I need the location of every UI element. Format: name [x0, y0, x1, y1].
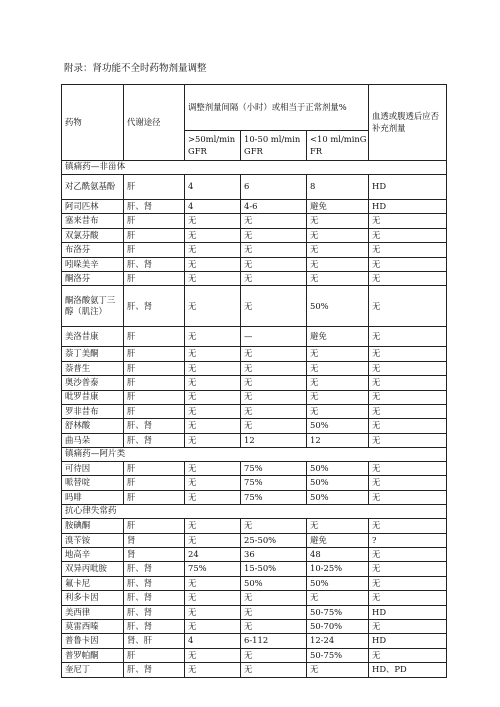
gfr-low-cell: 避免: [307, 533, 369, 547]
table-row: [62, 490, 447, 504]
gfr-high-cell: 无: [185, 462, 241, 476]
route-cell: 肝: [124, 361, 185, 375]
route-cell: 肝: [124, 390, 185, 404]
gfr-high-cell: 无: [185, 591, 241, 605]
dialysis-cell: 无: [369, 619, 447, 633]
table-row: [62, 562, 447, 576]
dialysis-cell: 无: [369, 376, 447, 390]
route-cell: 肾: [124, 533, 185, 547]
gfr-high-cell: 无: [185, 327, 241, 347]
dialysis-cell: 无: [369, 390, 447, 404]
gfr-high-cell: 无: [185, 576, 241, 590]
route-cell: 肝、肾: [124, 591, 185, 605]
gfr-low-cell: 无: [307, 257, 369, 271]
drug-cell: 溴苄铵: [62, 533, 124, 547]
route-cell: 肝: [124, 376, 185, 390]
gfr-low-cell: 50-70%: [307, 619, 369, 633]
drug-cell: 吡罗昔康: [62, 390, 124, 404]
drug-cell: 双异丙吡胺: [62, 562, 124, 576]
table-row: [62, 327, 447, 347]
route-cell: 肝、肾: [124, 200, 185, 214]
drug-cell: 普鲁卡因: [62, 634, 124, 648]
route-cell: 肝、肾: [124, 257, 185, 271]
gfr-low-cell: 50%: [307, 462, 369, 476]
table-row: [62, 576, 447, 590]
drug-cell: 美西律: [62, 605, 124, 619]
gfr-high-cell: 4: [185, 200, 241, 214]
gfr-high-cell: 4: [185, 175, 241, 200]
gfr-low-cell: 无: [307, 271, 369, 285]
table-row: [62, 347, 447, 361]
dialysis-cell: HD: [369, 200, 447, 214]
gfr-low-cell: 50%: [307, 476, 369, 490]
section-label: 镇痛药—非甾体: [62, 161, 447, 175]
route-cell: 肝、肾: [124, 286, 185, 327]
drug-cell: 美洛昔康: [62, 327, 124, 347]
gfr-low-cell: 无: [307, 228, 369, 242]
drug-cell: 莫雷西嗪: [62, 619, 124, 633]
dialysis-cell: HD: [369, 634, 447, 648]
dialysis-cell: 无: [369, 562, 447, 576]
table-section-row: [62, 505, 447, 519]
gfr-mid-cell: 无: [241, 648, 307, 662]
route-cell: 肝: [124, 214, 185, 228]
gfr-low-cell: 无: [307, 347, 369, 361]
table-row: [62, 243, 447, 257]
dialysis-cell: HD: [369, 605, 447, 619]
table-row: [62, 533, 447, 547]
gfr-low-cell: 50%: [307, 286, 369, 327]
drug-cell: 萘普生: [62, 361, 124, 375]
drug-cell: 双氯芬酸: [62, 228, 124, 242]
dialysis-cell: 无: [369, 576, 447, 590]
drug-cell: 利多卡因: [62, 591, 124, 605]
gfr-mid-cell: 无: [241, 619, 307, 633]
gfr-high-cell: 无: [185, 271, 241, 285]
route-cell: 肝、肾: [124, 663, 185, 677]
drug-cell: 酮洛芬: [62, 271, 124, 285]
gfr-high-cell: 无: [185, 433, 241, 447]
gfr-mid-cell: 无: [241, 286, 307, 327]
gfr-mid-cell: 无: [241, 257, 307, 271]
gfr-low-cell: 48: [307, 548, 369, 562]
gfr-low-cell: 50%: [307, 490, 369, 504]
gfr-high-cell: 无: [185, 663, 241, 677]
dialysis-cell: 无: [369, 476, 447, 490]
route-cell: 肝: [124, 327, 185, 347]
table-row: [62, 605, 447, 619]
table-row: [62, 200, 447, 214]
route-cell: 肝: [124, 228, 185, 242]
drug-cell: 塞来昔布: [62, 214, 124, 228]
gfr-mid-cell: 无: [241, 271, 307, 285]
table-row: [62, 619, 447, 633]
dialysis-cell: 无: [369, 433, 447, 447]
gfr-high-cell: 无: [185, 419, 241, 433]
drug-cell: 萘丁美酮: [62, 347, 124, 361]
gfr-low-cell: 无: [307, 376, 369, 390]
dialysis-cell: ?: [369, 533, 447, 547]
gfr-low-cell: 无: [307, 519, 369, 533]
drug-cell: 吲哚美辛: [62, 257, 124, 271]
route-cell: 肾: [124, 548, 185, 562]
gfr-mid-cell: 无: [241, 214, 307, 228]
table-row: [62, 404, 447, 418]
gfr-high-cell: 无: [185, 286, 241, 327]
gfr-mid-cell: 无: [241, 591, 307, 605]
gfr-mid-cell: 12: [241, 433, 307, 447]
gfr-mid-cell: 无: [241, 605, 307, 619]
gfr-high-cell: 无: [185, 376, 241, 390]
route-cell: 肝: [124, 476, 185, 490]
dialysis-cell: 无: [369, 243, 447, 257]
gfr-mid-cell: 无: [241, 243, 307, 257]
gfr-high-cell: 无: [185, 404, 241, 418]
route-cell: 肝: [124, 648, 185, 662]
gfr-high-cell: 无: [185, 390, 241, 404]
gfr-low-cell: 避免: [307, 327, 369, 347]
gfr-high-cell: 无: [185, 361, 241, 375]
table-row: [62, 634, 447, 648]
gfr-low-cell: 避免: [307, 200, 369, 214]
route-cell: 肝: [124, 404, 185, 418]
gfr-mid-cell: 无: [241, 390, 307, 404]
gfr-high-cell: 无: [185, 214, 241, 228]
table-row: [62, 286, 447, 327]
drug-cell: 奎尼丁: [62, 663, 124, 677]
dialysis-cell: HD、PD: [369, 663, 447, 677]
table-row: [62, 419, 447, 433]
gfr-mid-cell: 无: [241, 376, 307, 390]
gfr-high-cell: 无: [185, 519, 241, 533]
dialysis-cell: 无: [369, 519, 447, 533]
gfr-mid-cell: 75%: [241, 462, 307, 476]
gfr-low-cell: 8: [307, 175, 369, 200]
header-gfr-low: <10 ml/minGFR: [307, 131, 369, 161]
dialysis-cell: 无: [369, 361, 447, 375]
route-cell: 肝、肾: [124, 433, 185, 447]
gfr-mid-cell: 15-50%: [241, 562, 307, 576]
drug-cell: 酮洛酸氨丁三醇（肌注）: [62, 286, 124, 327]
dialysis-cell: 无: [369, 591, 447, 605]
gfr-mid-cell: 75%: [241, 476, 307, 490]
table-row: [62, 548, 447, 562]
route-cell: 肝、肾: [124, 619, 185, 633]
header-gfr-mid: 10-50 ml/minGFR: [241, 131, 307, 161]
gfr-high-cell: 无: [185, 490, 241, 504]
dialysis-cell: 无: [369, 257, 447, 271]
route-cell: 肝: [124, 347, 185, 361]
drug-cell: 舒林酸: [62, 419, 124, 433]
table-row: [62, 214, 447, 228]
page-title: 附录：肾功能不全时药物剂量调整: [64, 63, 207, 74]
gfr-high-cell: 无: [185, 257, 241, 271]
drug-cell: 地高辛: [62, 548, 124, 562]
gfr-low-cell: 无: [307, 591, 369, 605]
gfr-high-cell: 75%: [185, 562, 241, 576]
drug-cell: 曲马朵: [62, 433, 124, 447]
gfr-mid-cell: 无: [241, 404, 307, 418]
gfr-high-cell: 无: [185, 228, 241, 242]
drug-cell: 阿司匹林: [62, 200, 124, 214]
table-header-row: [62, 85, 447, 131]
gfr-mid-cell: 75%: [241, 490, 307, 504]
gfr-mid-cell: —: [241, 327, 307, 347]
table-row: [62, 376, 447, 390]
table-row: [62, 591, 447, 605]
header-drug: 药物: [62, 85, 124, 161]
gfr-mid-cell: 25-50%: [241, 533, 307, 547]
dialysis-cell: 无: [369, 347, 447, 361]
dialysis-cell: 无: [369, 228, 447, 242]
table-row: [62, 648, 447, 662]
gfr-low-cell: 无: [307, 390, 369, 404]
gfr-low-cell: 无: [307, 361, 369, 375]
gfr-low-cell: 50-75%: [307, 648, 369, 662]
table-row: [62, 390, 447, 404]
dialysis-cell: 无: [369, 490, 447, 504]
gfr-high-cell: 无: [185, 476, 241, 490]
dialysis-cell: 无: [369, 648, 447, 662]
gfr-low-cell: 50-75%: [307, 605, 369, 619]
header-route: 代谢途径: [124, 85, 185, 161]
route-cell: 肝、肾: [124, 576, 185, 590]
dialysis-cell: 无: [369, 271, 447, 285]
gfr-high-cell: 无: [185, 533, 241, 547]
drug-cell: 吗啡: [62, 490, 124, 504]
route-cell: 肾、肝: [124, 634, 185, 648]
table-row: [62, 519, 447, 533]
dialysis-cell: 无: [369, 462, 447, 476]
dialysis-cell: 无: [369, 404, 447, 418]
header-interval: 调整剂量间隔（小时）或相当于正常剂量%: [185, 85, 369, 131]
dialysis-cell: 无: [369, 548, 447, 562]
table-row: [62, 257, 447, 271]
gfr-mid-cell: 无: [241, 347, 307, 361]
gfr-high-cell: 无: [185, 347, 241, 361]
drug-cell: 布洛芬: [62, 243, 124, 257]
gfr-mid-cell: 无: [241, 419, 307, 433]
route-cell: 肝、肾: [124, 419, 185, 433]
gfr-mid-cell: 6-112: [241, 634, 307, 648]
gfr-mid-cell: 无: [241, 663, 307, 677]
table-section-row: [62, 448, 447, 462]
gfr-mid-cell: 无: [241, 361, 307, 375]
gfr-low-cell: 无: [307, 243, 369, 257]
section-label: 镇痛药—阿片类: [62, 448, 447, 462]
header-dialysis: 血透或腹透后应否补充剂量: [369, 85, 447, 161]
gfr-low-cell: 12: [307, 433, 369, 447]
drug-cell: 罗非昔布: [62, 404, 124, 418]
drug-cell: 普罗帕酮: [62, 648, 124, 662]
route-cell: 肝: [124, 490, 185, 504]
gfr-high-cell: 无: [185, 648, 241, 662]
dialysis-cell: 无: [369, 214, 447, 228]
dialysis-cell: HD: [369, 175, 447, 200]
table-row: [62, 271, 447, 285]
route-cell: 肝: [124, 271, 185, 285]
table-section-row: [62, 161, 447, 175]
drug-cell: 奥沙普泰: [62, 376, 124, 390]
table-row: [62, 228, 447, 242]
gfr-high-cell: 无: [185, 605, 241, 619]
route-cell: 肝、肾: [124, 605, 185, 619]
gfr-low-cell: 无: [307, 663, 369, 677]
route-cell: 肝: [124, 175, 185, 200]
section-label: 抗心律失常药: [62, 505, 447, 519]
gfr-high-cell: 4: [185, 634, 241, 648]
gfr-high-cell: 无: [185, 243, 241, 257]
route-cell: 肝: [124, 519, 185, 533]
route-cell: 肝: [124, 462, 185, 476]
table-row: [62, 476, 447, 490]
table-row: [62, 175, 447, 200]
gfr-high-cell: 无: [185, 619, 241, 633]
dose-adjustment-table: [61, 84, 447, 678]
gfr-low-cell: 无: [307, 404, 369, 418]
gfr-mid-cell: 6: [241, 175, 307, 200]
gfr-mid-cell: 无: [241, 519, 307, 533]
table-row: [62, 462, 447, 476]
dialysis-cell: 无: [369, 286, 447, 327]
gfr-low-cell: 50%: [307, 419, 369, 433]
dialysis-cell: 无: [369, 419, 447, 433]
gfr-mid-cell: 无: [241, 228, 307, 242]
table-row: [62, 361, 447, 375]
drug-cell: 氟卡尼: [62, 576, 124, 590]
gfr-mid-cell: 4-6: [241, 200, 307, 214]
gfr-low-cell: 无: [307, 214, 369, 228]
gfr-low-cell: 10-25%: [307, 562, 369, 576]
gfr-low-cell: 12-24: [307, 634, 369, 648]
drug-cell: 胺碘酮: [62, 519, 124, 533]
drug-cell: 对乙酰氨基酚: [62, 175, 124, 200]
gfr-low-cell: 50%: [307, 576, 369, 590]
drug-cell: 可待因: [62, 462, 124, 476]
route-cell: 肝、肾: [124, 562, 185, 576]
header-gfr-high: >50ml/min GFR: [185, 131, 241, 161]
table-row: [62, 663, 447, 677]
gfr-mid-cell: 50%: [241, 576, 307, 590]
route-cell: 肝: [124, 243, 185, 257]
gfr-mid-cell: 36: [241, 548, 307, 562]
gfr-high-cell: 24: [185, 548, 241, 562]
dialysis-cell: 无: [369, 327, 447, 347]
table-row: [62, 433, 447, 447]
drug-cell: 哌替啶: [62, 476, 124, 490]
